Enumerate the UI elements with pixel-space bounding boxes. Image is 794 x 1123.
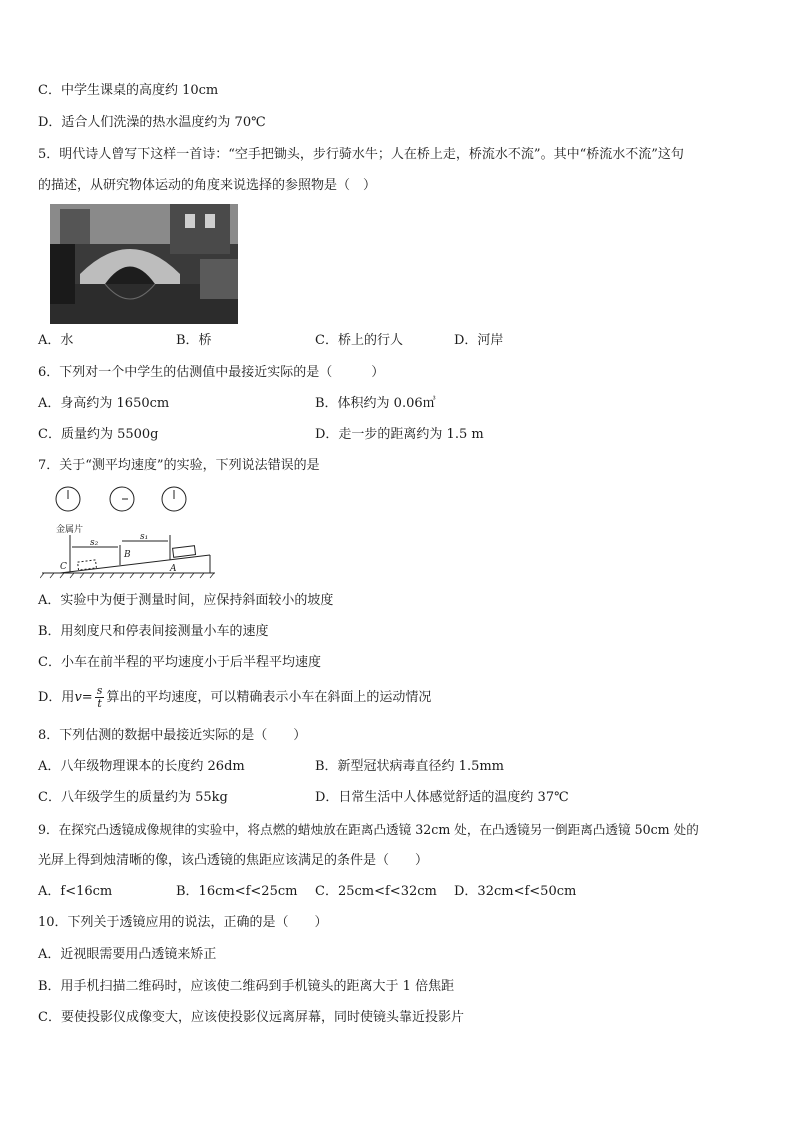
label-s1: s₁ bbox=[140, 532, 149, 542]
q10-option-a: A．近视眼需要用凸透镜来矫正 bbox=[38, 947, 217, 962]
q7-option-a: A．实验中为便于测量时间，应保持斜面较小的坡度 bbox=[38, 593, 334, 608]
q8-option-c: C．八年级学生的质量约为 55kg bbox=[38, 790, 228, 805]
q5-stem-line1: 5．明代诗人曾写下这样一首诗：“空手把锄头，步行骑水牛；人在桥上走，桥流水不流”。其中“桥流水不流”这句 bbox=[38, 147, 684, 162]
q8-option-b: B．新型冠状病毒直径约 1.5mm bbox=[315, 759, 505, 774]
q8-option-d: D．日常生活中人体感觉舒适的温度约 37℃ bbox=[315, 790, 569, 805]
q5-option-c: C．桥上的行人 bbox=[315, 333, 403, 348]
q5-option-a: A．水 bbox=[38, 333, 74, 348]
q5-option-d: D．河岸 bbox=[454, 333, 504, 348]
q8-stem: 8．下列估测的数据中最接近实际的是（ ） bbox=[38, 728, 307, 743]
q9-stem-line2: 光屏上得到烛清晰的像，该凸透镜的焦距应该满足的条件是（ ） bbox=[38, 853, 429, 868]
speed-formula-fraction bbox=[95, 685, 105, 710]
q10-option-c: C．要使投影仪成像变大，应该使投影仪远离屏幕，同时使镜头靠近投影片 bbox=[38, 1010, 464, 1025]
q6-option-d: D．走一步的距离约为 1.5 m bbox=[315, 427, 484, 442]
q9-option-a: A．f<16cm bbox=[38, 884, 113, 899]
q7-stem: 7．关于“测平均速度”的实验，下列说法错误的是 bbox=[38, 458, 320, 473]
q7-option-b: B．用刻度尺和停表间接测量小车的速度 bbox=[38, 624, 269, 639]
label-s2: s₂ bbox=[90, 538, 99, 548]
q10-option-b: B．用手机扫描二维码时，应该使二维码到手机镜头的距离大于 1 倍焦距 bbox=[38, 979, 455, 994]
label-a: A bbox=[170, 564, 177, 574]
q6-option-a: A．身高约为 1650cm bbox=[38, 396, 170, 411]
q5-option-b: B．桥 bbox=[176, 333, 212, 348]
label-c: C bbox=[60, 562, 67, 572]
label-metal-sheet: 金属片 bbox=[56, 525, 84, 535]
q4-option-c: C．中学生课桌的高度约 10cm bbox=[38, 83, 219, 98]
q6-option-c: C．质量约为 5500g bbox=[38, 427, 159, 442]
q9-option-c: C．25cm<f<32cm bbox=[315, 884, 437, 899]
q9-option-d: D．32cm<f<50cm bbox=[454, 884, 577, 899]
formula-denominator: t bbox=[97, 697, 102, 710]
q9-option-b: B．16cm<f<25cm bbox=[176, 884, 298, 899]
q5-stem-line2: 的描述，从研究物体运动的角度来说选择的参照物是（ ） bbox=[38, 178, 377, 193]
q7-option-c: C．小车在前半程的平均速度小于后半程平均速度 bbox=[38, 655, 321, 670]
formula-v: v bbox=[74, 690, 82, 705]
formula-equals: = bbox=[81, 690, 93, 705]
q6-stem: 6．下列对一个中学生的估测值中最接近实际的是（ ） bbox=[38, 365, 385, 380]
q10-stem: 10．下列关于透镜应用的说法，正确的是（ ） bbox=[38, 915, 328, 930]
bridge-photo bbox=[50, 204, 238, 324]
formula-numerator: s bbox=[96, 684, 103, 697]
q9-stem-line1: 9．在探究凸透镜成像规律的实验中，将点燃的蜡烛放在距离凸透镜 32cm 处，在凸透镜另一倒距离凸透镜 50cm 处的 bbox=[38, 822, 699, 837]
q4-option-d: D．适合人们洗澡的热水温度约为 70℃ bbox=[38, 115, 266, 130]
q6-option-b: B．体积约为 0.06㎥ bbox=[315, 396, 436, 411]
label-b: B bbox=[124, 550, 131, 560]
q8-option-a: A．八年级物理课本的长度约 26dm bbox=[38, 759, 245, 774]
q7-option-d-suffix: 算出的平均速度，可以精确表示小车在斜面上的运动情况 bbox=[106, 690, 432, 705]
q7-option-d-prefix: D．用 bbox=[38, 690, 75, 705]
incline-diagram bbox=[40, 485, 225, 580]
q7-option-d bbox=[38, 684, 431, 712]
